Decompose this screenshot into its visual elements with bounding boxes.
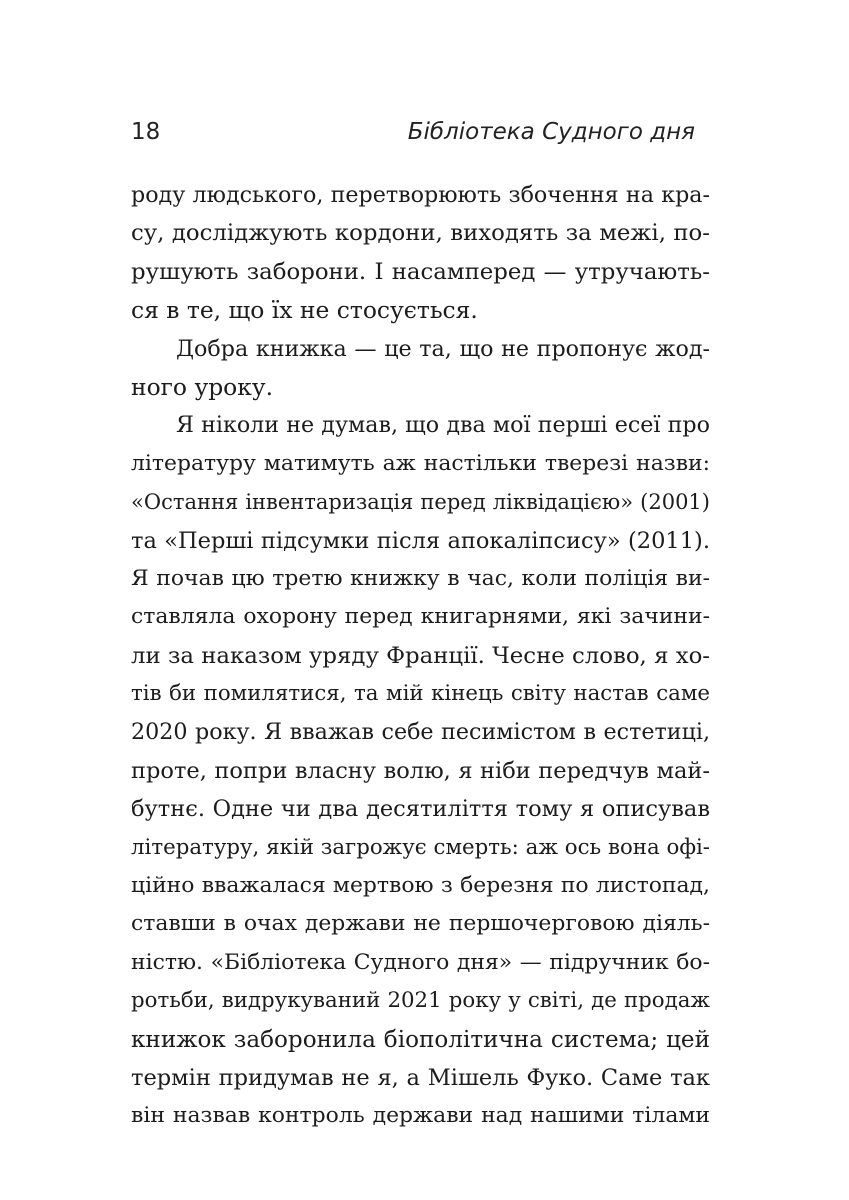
text-line: ся в те, що їх не стосується. [131,296,478,325]
text-line: Я почав цю третю книжку в час, коли поліція ви- [131,565,710,591]
text-line: ційно вважалася мертвою з березня по листопад, [131,873,710,899]
text-line: Добра книжка — це та, що не пропонує жод- [176,335,710,362]
text-line: та «Перші підсумки після апокаліпсису» (2011). [131,527,710,554]
text-line: проте, попри власну волю, я ніби передчув май- [131,757,710,784]
text-line: роду людського, перетворюють збочення на кра- [131,182,710,208]
text-line: літературу, якій загрожує смерть: аж ось вона офі- [131,834,710,860]
page-number: 18 [131,119,161,145]
text-line: термін придумав не я, а Мішель Фуко. Саме так [131,1064,710,1091]
text-line: рушують заборони. І насамперед — утручають- [131,258,710,285]
text-line: Я ніколи не думав, що два мої перші есеї про [176,412,710,439]
body-text [131,176,710,1136]
text-line: ставши в очах держави не першочерговою діяль- [131,911,710,937]
text-line: він назвав контроль держави над нашими тілами [131,1103,710,1129]
text-line: ротьби, видрукуваний 2021 року у світі, де продаж [131,988,710,1014]
text-line: книжок заборонила біополітична система; цей [131,1026,710,1053]
text-line: 2020 року. Я вважав себе песимістом в естетиці, [131,719,710,746]
text-line: ністю. «Бібліотека Судного дня» — підручник бо- [131,949,710,975]
text-line: «Остання інвентаризація перед ліквідацією» (2001) [131,490,710,515]
text-line: ли за наказом уряду Франції. Чесне слово, я хо- [131,642,710,669]
text-line: літературу матимуть аж настільки тверезі назви: [131,450,710,476]
text-line: су, досліджують кордони, виходять за межі, по- [131,220,710,247]
text-line: бутнє. Одне чи два десятиліття тому я описував [131,796,710,823]
text-line: ного уроку. [131,372,274,401]
text-line: ставляла охорону перед книгарнями, які зачини- [131,604,710,630]
running-title: Бібліотека Судного дня [407,119,695,145]
text-line: тів би помилятися, та мій кінець світу настав саме [131,681,710,707]
